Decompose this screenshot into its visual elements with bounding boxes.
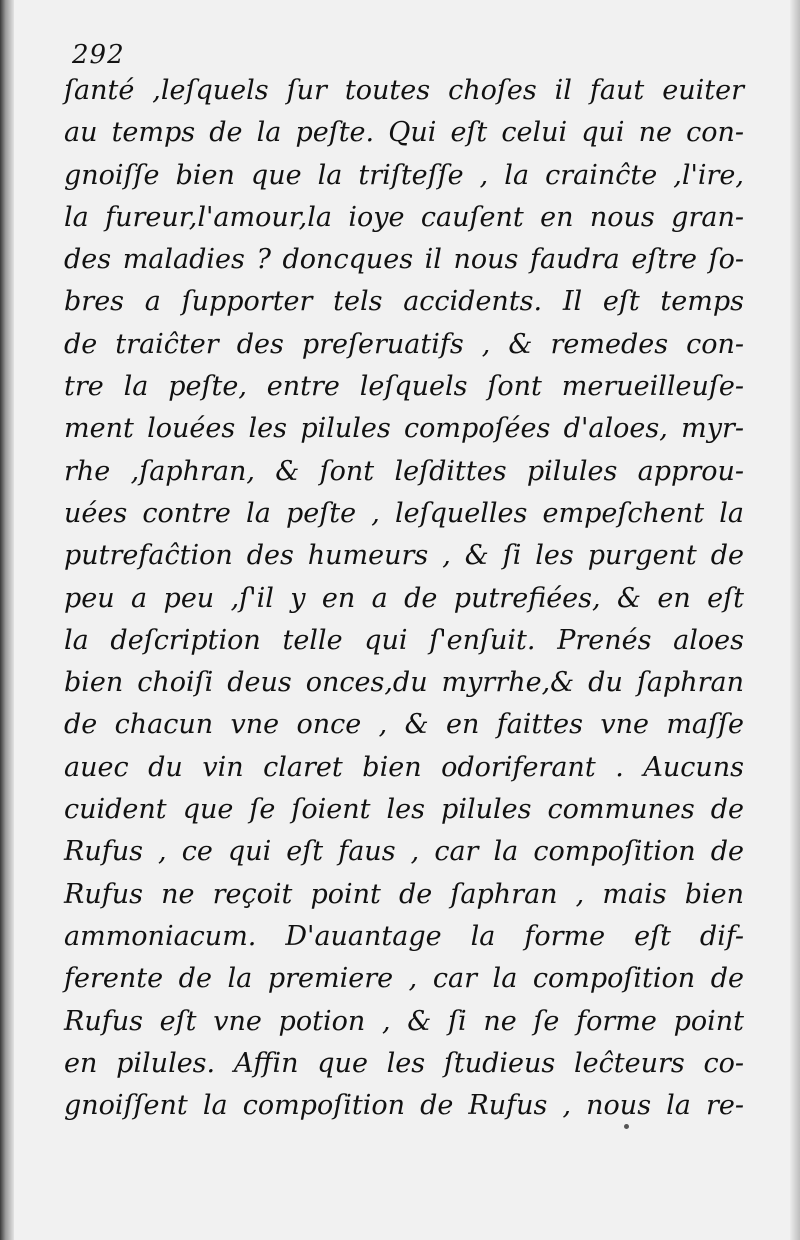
text-line: au temps de la peſte. Qui eſt celui qui ne con- (64, 117, 744, 149)
text-line: auec du vin claret bien odoriferant . Aucuns (64, 751, 744, 783)
text-line: la deſcription telle qui ſ'enſuit. Prenés aloes (64, 624, 744, 656)
text-line: bien choiſi deus onces,du myrrhe,& du ſaphran (64, 667, 744, 699)
text-line: tre la peſte, entre leſquels ſont merueilleuſe- (64, 371, 744, 403)
text-line: putrefaĉtion des humeurs , & ſi les purgent de (64, 540, 744, 572)
text-line: ammoniacum. D'auantage la forme eſt dif- (64, 920, 744, 952)
text-line: des maladies ? doncques il nous faudra eſtre ſo- (64, 244, 744, 276)
text-line: rhe ,ſaphran, & ſont leſdittes pilules approu- (64, 455, 744, 487)
text-line: ferente de la premiere , car la compoſition de (64, 963, 744, 995)
text-line: Rufus eſt vne potion , & ſi ne ſe forme point (64, 1005, 744, 1037)
text-line: Rufus , ce qui eſt faus , car la compoſition de (64, 836, 744, 868)
page-left-shadow (0, 0, 14, 1240)
page-right-edge (790, 0, 800, 1240)
page-number: 292 (72, 40, 125, 70)
text-line: Rufus ne reçoit point de ſaphran , mais bien (64, 878, 744, 910)
text-line: ment louées les pilules compoſées d'aloes, myr- (64, 413, 744, 445)
text-line: uées contre la peſte , leſquelles empeſchent la (64, 497, 744, 529)
body-text (64, 70, 744, 1127)
text-line: bres a ſupporter tels accidents. Il eſt temps (64, 286, 744, 318)
text-line: gnoiſſent la compoſition de Rufus , nous la re- (64, 1090, 744, 1122)
ink-speck (624, 1124, 629, 1129)
text-line: en pilules. Affin que les ſtudieus leĉteurs co- (64, 1047, 744, 1079)
text-line: cuident que ſe ſoient les pilules communes de (64, 794, 744, 826)
text-line: gnoiſſe bien que la triſteſſe , la crainĉte ,l'ire, (64, 159, 744, 191)
text-line: de chacun vne once , & en faittes vne maſſe (64, 709, 744, 741)
text-line: peu a peu ,ſ'il y en a de putrefiées, & en eſt (64, 582, 744, 614)
text-line: la fureur,l'amour,la ioye cauſent en nous gran- (64, 201, 744, 233)
text-line: de traiĉter des preſeruatifs , & remedes con- (64, 328, 744, 360)
text-line: ſanté ,leſquels ſur toutes choſes il faut euiter (64, 75, 744, 106)
